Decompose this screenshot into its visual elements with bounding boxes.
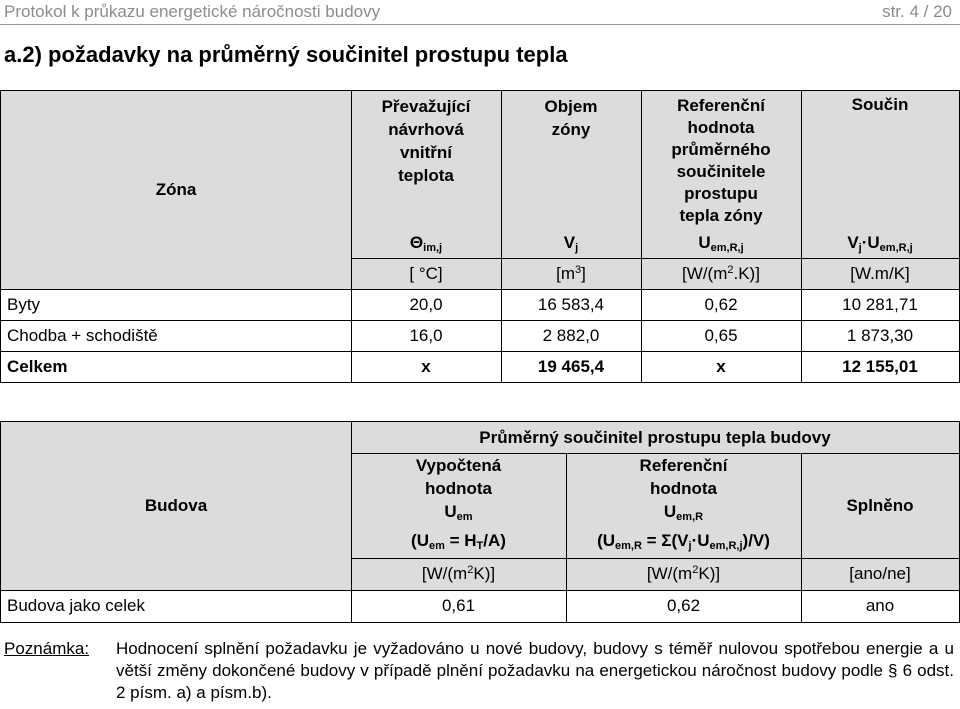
row-volume: 16 583,4 [537, 294, 605, 314]
row-temp: 20,0 [409, 294, 443, 314]
ref-header-line1: Referenční [639, 455, 728, 475]
building-row-name: Budova jako celek [7, 596, 145, 615]
reference-header-line6: tepla zóny [679, 206, 763, 225]
zone-header: Zóna [1, 91, 351, 289]
table-divider [501, 91, 502, 382]
reference-header-line3: průměrného [671, 140, 771, 159]
reference-header-line5: prostupu [684, 184, 758, 203]
temp-symbol: Θ [409, 233, 424, 252]
calc-unit: $[W/(m^2K)]$ [351, 558, 566, 590]
calc-header-line1: Vypočtená [415, 455, 502, 475]
building-header: Budova [1, 422, 351, 590]
section-title: a.2) požadavky na průměrný součinitel prostupu tepla [4, 42, 568, 67]
temp-header-line4: teplota [398, 166, 454, 185]
note-label: Poznámka: [4, 639, 90, 658]
zone-table [0, 90, 960, 383]
calc-header-line2: hodnota [424, 478, 493, 498]
row-reference: 0,62 [704, 294, 738, 314]
product-symbol-v: V [847, 233, 859, 252]
ok-header: Splněno [801, 453, 959, 558]
document-title: Protokol k průkazu energetické náročnosti budovy [4, 2, 381, 21]
total-product: 12 155,01 [842, 356, 918, 376]
volume-header [501, 91, 641, 258]
calc-header: Vypočtená hodnota $U_{em}$ $(U_{em} = H_T/A)$ [351, 453, 566, 558]
product-symbol-vsub: j [858, 242, 862, 254]
volume-header-line2: zóny [551, 120, 591, 139]
page-number: str. 4 / 20 [882, 2, 952, 21]
total-reference: x [716, 356, 726, 376]
table-divider [801, 453, 802, 622]
row-zone: Byty [7, 294, 41, 314]
row-product: 10 281,71 [842, 294, 918, 314]
reference-header-line1: Referenční [677, 96, 765, 115]
row-zone: Chodba + schodiště [7, 325, 158, 345]
table-divider [351, 453, 959, 454]
total-volume: 19 465,4 [537, 356, 605, 376]
temp-unit: [ °C] [351, 258, 501, 289]
header-divider [0, 24, 960, 25]
table-divider [351, 91, 352, 382]
table-divider [351, 258, 959, 259]
temp-header-line1: Převažující [381, 97, 471, 116]
product-unit: [W.m/K] [801, 258, 959, 289]
calc-symbol: U [444, 501, 457, 521]
volume-unit: $[m^3]$ [501, 258, 641, 289]
reference-header-line2: hodnota [687, 118, 755, 137]
product-symbol-usub: em,R,j [879, 242, 913, 254]
total-temp: x [421, 356, 431, 376]
row-product: 1 873,30 [846, 325, 914, 345]
ref-header: Referenční hodnota $U_{em,R}$ $(U_{em,R} = \Sigma(V_j\cdot U_{em,R,j})/V)$ [566, 453, 801, 558]
row-temp: 16,0 [409, 325, 443, 345]
temp-symbol-sub: im,j [423, 242, 443, 254]
table-divider [1, 351, 959, 352]
reference-symbol: U [698, 233, 711, 252]
building-table [0, 421, 960, 623]
table-divider [1, 289, 959, 290]
product-header [801, 91, 959, 258]
building-row-calc: 0,61 [441, 596, 476, 615]
group-header: Průměrný součinitel prostupu tepla budovy [351, 422, 959, 453]
product-symbol-dot: · [861, 233, 868, 252]
reference-symbol-sub: em,R,j [710, 242, 744, 254]
reference-header-line4: součinitele [676, 162, 766, 181]
temp-header-line3: vnitřní [400, 143, 452, 162]
volume-header-line1: Objem [544, 97, 598, 116]
table-divider [641, 91, 642, 382]
ref-symbol: U [663, 501, 677, 521]
volume-symbol-sub: j [575, 242, 579, 254]
ref-header-line2: hodnota [649, 478, 718, 498]
page-header [4, 2, 952, 26]
ok-unit: [ano/ne] [801, 558, 959, 590]
temp-header [351, 91, 501, 258]
reference-unit: $[W/(m^2.K)]$ [641, 258, 801, 289]
building-row-ok: ano [865, 596, 895, 615]
table-divider [566, 453, 567, 622]
reference-header [641, 91, 801, 258]
product-symbol-u: U [867, 233, 880, 252]
table-divider [1, 320, 959, 321]
row-volume: 2 882,0 [542, 325, 600, 345]
ref-formula: $(U_{em,R} = \Sigma(V_j\cdot U_{em,R,j})/V)$ [597, 530, 770, 552]
note-text: Hodnocení splnění požadavku je vyžadováno u nové budovy, budovy s téměř nulovou spotřebou energie a u větší změny dokončené budovy v případě plnění požadavku na energetickou náročnost budovy podle § 6 odst. 2 písm. a) a písm.b). [116, 639, 954, 702]
total-zone: Celkem [7, 356, 68, 376]
table-divider [1, 590, 959, 591]
table-divider [801, 91, 802, 382]
calc-formula: $(U_{em} = H_T/A)$ [411, 530, 506, 552]
table-divider [351, 422, 352, 622]
ref-unit: $[W/(m^2K)]$ [566, 558, 801, 590]
product-header-title: Součin [851, 95, 909, 114]
row-reference: 0,65 [704, 325, 738, 345]
table-divider [351, 558, 959, 559]
building-row-ref: 0,62 [666, 596, 701, 615]
volume-symbol: V [563, 233, 576, 252]
temp-header-line2: návrhová [388, 120, 464, 139]
